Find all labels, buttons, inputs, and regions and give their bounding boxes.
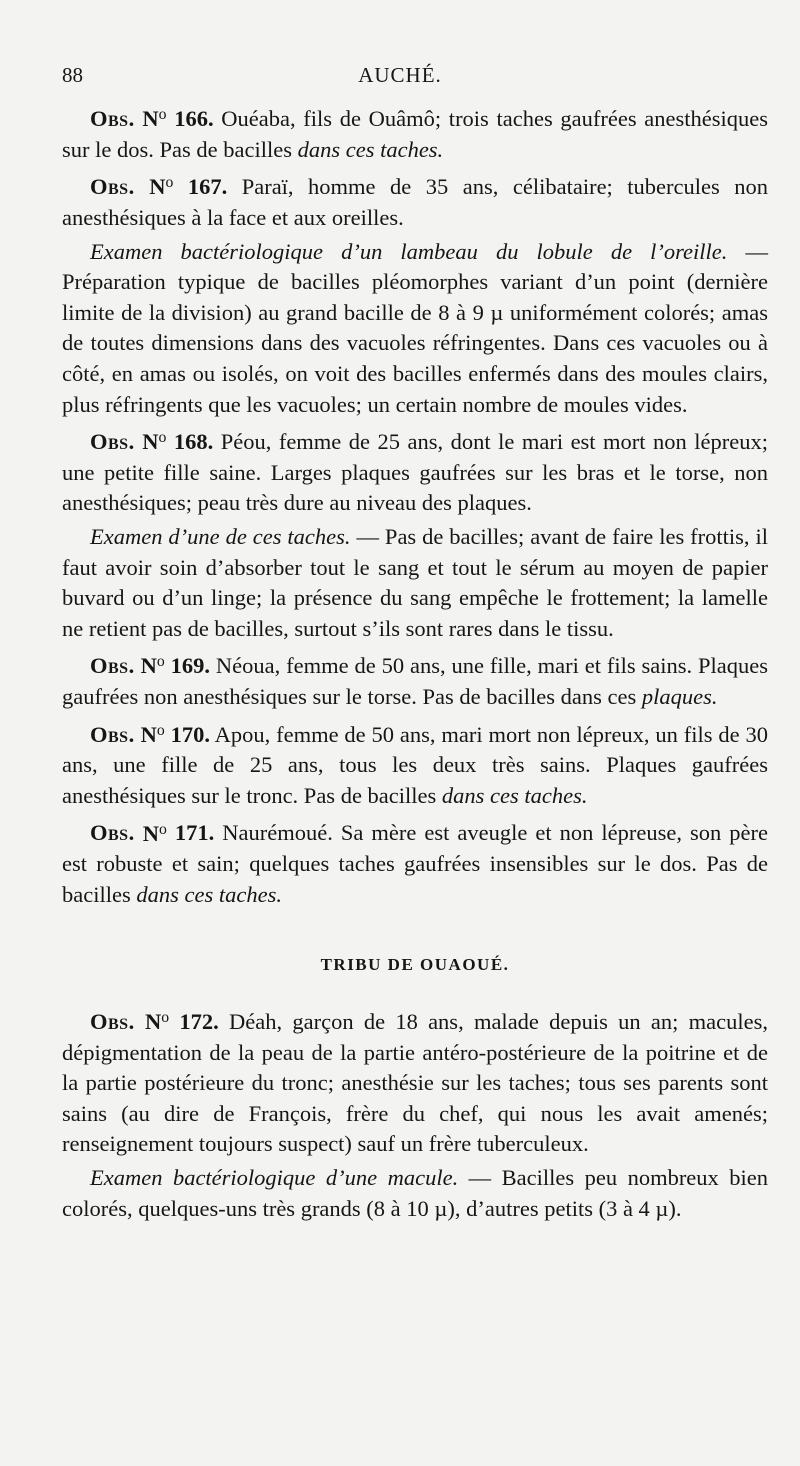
exam-text: — Bacilles peu nombreux bien colorés, quelques-uns très grands (8 à 10 µ), d’autres petits (3 à 4 µ). xyxy=(62,1164,769,1221)
obs-label: Obs. xyxy=(90,721,135,747)
exam-heading: Examen bactériologique d’une macule. xyxy=(90,1164,459,1190)
obs-number-sign: $N^o$ xyxy=(144,1008,170,1034)
observation-170 xyxy=(62,716,768,812)
observation-172 xyxy=(62,1003,768,1160)
obs-number: 166. xyxy=(174,106,214,132)
obs-number: 167. xyxy=(187,174,228,200)
obs-italic: plaques. xyxy=(641,684,718,709)
page-number: 88 xyxy=(62,63,83,87)
observation-167 xyxy=(62,168,768,233)
obs-text: Paraï, homme de 35 ans, célibataire; tubercules non anesthésiques à la face et aux oreilles. xyxy=(62,174,769,230)
examination-167 xyxy=(62,237,768,421)
observation-166 xyxy=(62,100,768,165)
obs-number: 169. xyxy=(170,653,210,679)
obs-text: Ouéaba, fils de Ouâmô; trois taches gaufrées anesthésiques sur le dos. Pas de bacilles xyxy=(62,106,769,162)
obs-label: Obs. xyxy=(90,820,135,846)
running-head: AUCHÉ. xyxy=(358,63,442,87)
examination-172 xyxy=(62,1163,768,1224)
examination-168 xyxy=(62,522,768,644)
exam-heading: Examen d’une de ces taches. xyxy=(90,523,351,549)
obs-number: 170. xyxy=(170,721,210,747)
obs-number-sign: $N^o$ xyxy=(140,653,165,679)
observation-171 xyxy=(62,814,768,910)
obs-label: Obs. xyxy=(90,174,135,200)
obs-italic: dans ces taches. xyxy=(441,782,588,808)
obs-number: 171. xyxy=(174,820,215,846)
exam-heading: Examen bactériologique d’un lambeau du lobule de l’oreille. xyxy=(90,238,728,264)
obs-label: Obs. xyxy=(90,429,135,455)
obs-label: Obs. xyxy=(90,653,135,679)
obs-text: Apou, femme de 50 ans, mari mort non lépreux, un fils de 30 ans, une fille de 25 ans, tous les deux très sains. Plaques gaufrées anesthésiques sur le tronc. Pas de bacilles xyxy=(62,721,769,808)
obs-number-sign: $N^o$ xyxy=(142,106,167,132)
body-text xyxy=(62,100,768,1227)
obs-label: Obs. xyxy=(90,1008,135,1034)
obs-label: Obs. xyxy=(90,106,135,132)
obs-number-sign: $N^o$ xyxy=(142,429,167,455)
obs-number-sign: $N^o$ xyxy=(142,820,167,846)
obs-number: 168. xyxy=(173,429,214,455)
obs-text: Déah, garçon de 18 ans, malade depuis un an; macules, dépigmentation de la peau de la partie antéro-postérieure de la poitrine et de la partie postérieure du tronc; anesthésie sur les taches; tous ses parents sont sains (au dire de François, frère du chef, qui nous les avait amenés; renseignement toujours suspect) sauf un frère tuberculeux. xyxy=(62,1008,769,1157)
obs-text: Naurémoué. Sa mère est aveugle et non lépreuse, son père est robuste et sain; quelques taches gaufrées insensibles sur le dos. Pas de bacilles xyxy=(62,820,769,907)
obs-number-sign: $N^o$ xyxy=(140,721,165,747)
obs-italic: dans ces taches. xyxy=(297,136,444,162)
section-title: TRIBU DE OUAOUÉ. xyxy=(320,955,510,975)
obs-number: 172. xyxy=(179,1008,219,1034)
obs-text: Péou, femme de 25 ans, dont le mari est mort non lépreux; une petite fille saine. Larges plaques gaufrées sur les bras et le torse, non anesthésiques; peau très dure au niveau des plaques. xyxy=(62,429,769,516)
exam-text: — Préparation typique de bacilles pléomorphes variant d’un point (dernière limite de la division) au grand bacille de 8 à 9 µ uniformément colorés; amas de toutes dimensions dans des vacuoles réfringentes. Dans ces vacuoles ou à côté, en amas ou isolés, on voit des bacilles enfermés dans des moules clairs, plus réfringents que les vacuoles; un certain nombre de moules vides. xyxy=(62,238,768,417)
observation-168 xyxy=(62,423,768,519)
exam-text: — Pas de bacilles; avant de faire les frottis, il faut avoir soin d’absorber tout le sang et tout le sérum au moyen de papier buvard ou d’un linge; la présence du sang empêche le frottement; la lamelle ne retient pas de bacilles, surtout s’ils sont rares dans le tissu. xyxy=(62,523,768,641)
obs-text: Néoua, femme de 50 ans, une fille, mari et fils sains. Plaques gaufrées non anesthésiques sur le torse. Pas de bacilles dans ces xyxy=(62,653,769,709)
page-header xyxy=(62,62,738,88)
obs-italic: dans ces taches. xyxy=(136,881,282,907)
observation-169 xyxy=(62,647,768,712)
obs-number-sign: $N^o$ xyxy=(149,174,174,200)
